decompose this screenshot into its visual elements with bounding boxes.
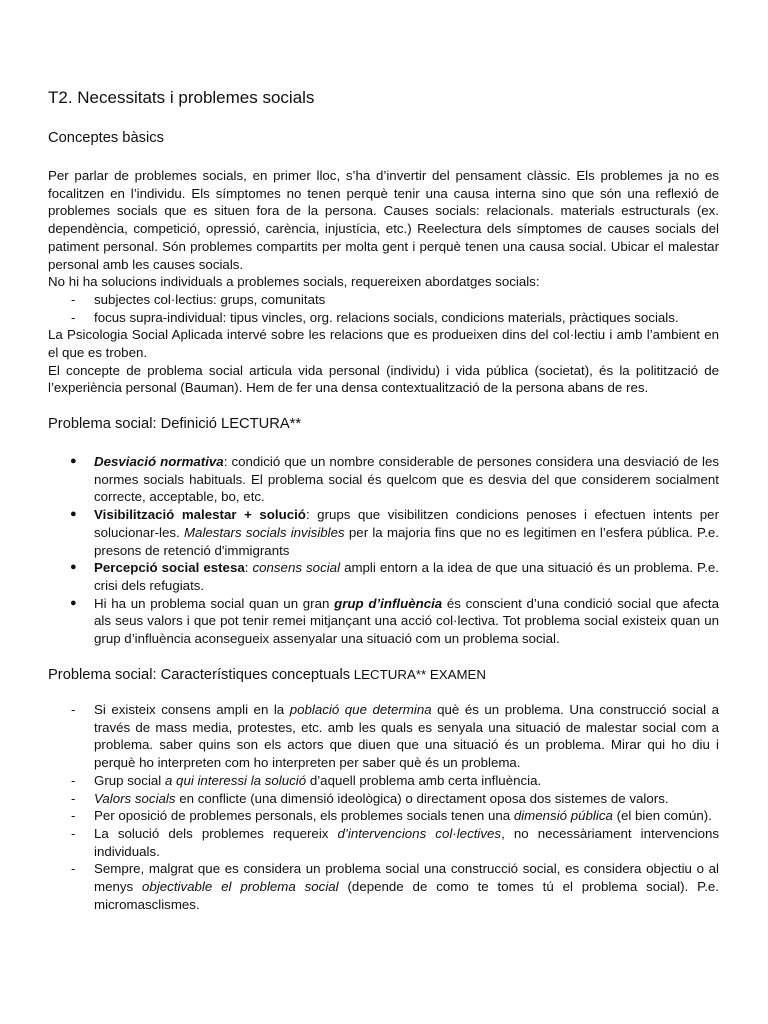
dash-marker: - xyxy=(71,309,76,325)
bullet-marker: ● xyxy=(70,596,77,609)
list-item: - focus supra-individual: tipus vincles, org. relacions socials, condicions materials, pràctiques socials. xyxy=(71,309,679,325)
heading-definicio: Problema social: Definició LECTURA** xyxy=(48,416,302,432)
definition-list xyxy=(48,453,719,648)
intro-paragraph-3: La Psicologia Social Aplicada intervé sobre les relacions que es produeixen dins del col·lectiu i amb l’ambient en el que es troben. xyxy=(48,327,719,361)
list-item: - Per oposició de problemes personals, els problemes socials tenen una dimensió pública (el bien común). xyxy=(71,808,712,824)
intro-section xyxy=(48,167,719,397)
list-item: ● Hi ha un problema social quan un gran grup d’influència és conscient d’una condició social que afecta als seus valors i que pot tenir remei mitjançant una acció col·lectiva. Tot problema social existeix quan un grup d’influència aconsegueix assenyalar una situació com un problema social. xyxy=(70,595,719,647)
term-grup-influencia: grup d’influència xyxy=(334,595,443,611)
term-visibilitzacio: Visibilització malestar + solució xyxy=(94,507,306,523)
list-item: ● Desviació normativa: condició que un nombre considerable de persones considera una desviació de les normes socials habituals. El problema social és quelcom que es desvia del que considerem socialment correcte, acceptable, bo, etc. xyxy=(70,454,719,505)
list-item: - Si existeix consens ampli en la població que determina què és un problema. Una construcció social a través de mass media, protestes, etc. amb les quals es senyala una situació de malestar social com a problema. saber quins son els actors que diuen que una situació és un problema. Mirar qui ho diu i perquè ho interpreten com ho interpreten per saber què és un problema. xyxy=(71,702,719,771)
dash-marker: - xyxy=(71,772,76,788)
bullet-marker: ● xyxy=(70,561,77,574)
bullet-marker: ● xyxy=(70,455,77,467)
dash-marker: - xyxy=(71,825,76,841)
bullet-marker: ● xyxy=(70,508,77,521)
heading-caracteristiques: Problema social: Característiques conceptuals LECTURA** EXAMEN xyxy=(48,667,487,683)
list-item: - La solució dels problemes requereix d’intervencions col·lectives, no necessàriament intervencions individuals. xyxy=(71,825,720,859)
intro-paragraph-2: No hi ha solucions individuals a problemes socials, requereixen abordatges socials: xyxy=(48,274,540,290)
heading-conceptes-basics: Conceptes bàsics xyxy=(48,130,164,146)
dash-marker: - xyxy=(71,808,76,824)
dash-marker: - xyxy=(71,702,76,717)
dash-marker: - xyxy=(71,790,76,806)
dash-marker: - xyxy=(71,861,76,877)
list-item: - subjectes col·lectius: grups, comunitats xyxy=(71,291,326,307)
page-title: T2. Necessitats i problemes socials xyxy=(48,88,315,107)
intro-paragraph-1: Per parlar de problemes socials, en primer lloc, s’ha d’invertir del pensament clàssic. Els problemes ja no es focalitzen en l’individu. Els símptomes no tenen perquè tenir una causa interna sino que són una reflexió de problemes socials que es situen fora de la persona. Causes socials: relacionals. materials estructurals (ex. dependència, competició, opressió, carència, injustícia, etc.) Reelectura dels símptomes de causes socials del patiment personal. Són problemes compartits per molta gent i perquè tenen una causa social. Ubicar el malestar personal amb les causes socials. xyxy=(48,168,719,272)
term-percepcio-social: Percepció social estesa xyxy=(94,560,245,576)
list-item: - Sempre, malgrat que es considera un problema social una construcció social, es considera objectiu o al menys objectivable el problema social (depende de como te tomes tú el problema social). P.e. micromasclismes. xyxy=(71,861,720,912)
list-item: - Valors socials en conflicte (una dimensió ideològica) o directament oposa dos sistemes de valors. xyxy=(71,790,669,806)
list-item: - Grup social a qui interessi la solució d’aquell problema amb certa influència. xyxy=(71,772,542,788)
dash-marker: - xyxy=(71,291,76,307)
list-item: ● Percepció social estesa: consens social ampli entorn a la idea de que una situació és un problema. P.e. crisi dels refugiats. xyxy=(70,560,719,593)
term-desviacio-normativa: Desviació normativa xyxy=(94,454,224,469)
intro-paragraph-4: El concepte de problema social articula vida personal (individu) i vida pública (societat), és la politització de l’experiència personal (Bauman). Hem de fer una densa contextualització de la persona abans de res. xyxy=(48,362,719,396)
list-item: ● Visibilització malestar + solució: grups que visibilitzen condicions penoses i efectuen intents per solucionar-les. Malestars socials invisibles per la majoria fins que no es legitimen en l’esfera pública. P.e. presons de retenció d'immigrants xyxy=(70,507,719,558)
characteristics-list xyxy=(48,701,719,913)
